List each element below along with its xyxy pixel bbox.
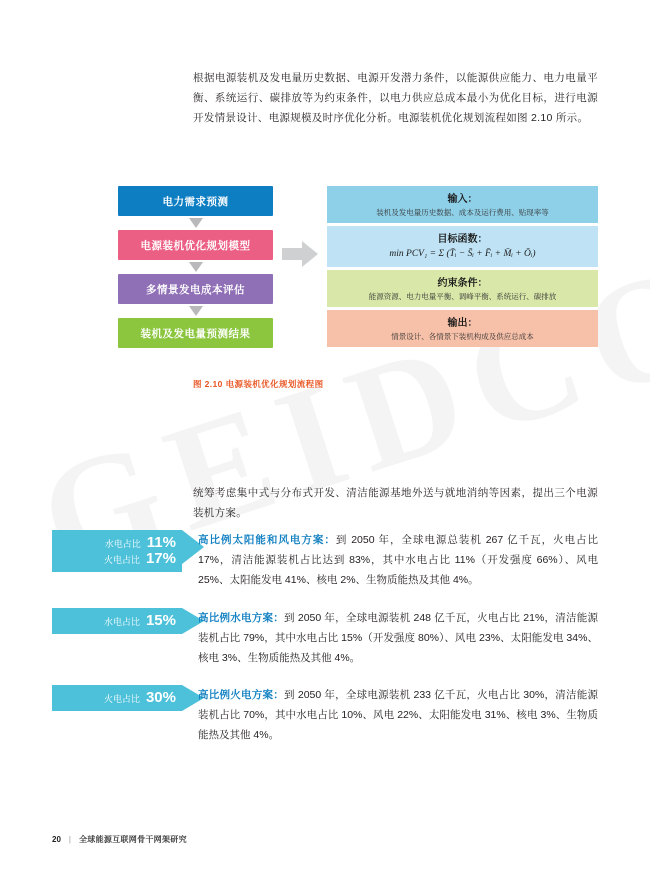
scheme-2-tag-wrap	[52, 608, 198, 634]
scheme-3-text	[198, 685, 598, 745]
footer-page-number: 20	[52, 835, 61, 844]
scheme-1-tag-value-1: 11%	[146, 534, 176, 551]
scheme-2-tag-value-1: 15%	[145, 612, 176, 629]
flow-step-demand-forecast: 电力需求预测	[118, 186, 273, 216]
flow-step-optimization-model: 电源装机优化规划模型	[118, 230, 273, 260]
scheme-1-tag-label-2: 火电占比	[103, 555, 140, 565]
scheme-1-tag	[52, 530, 182, 572]
scheme-3-title: 高比例火电方案：	[198, 689, 284, 701]
flowchart-figure	[118, 186, 598, 371]
scheme-1-title: 高比例太阳能和风电方案：	[198, 534, 336, 546]
footer-separator: |	[68, 835, 71, 844]
scheme-3-tag-wrap	[52, 685, 198, 711]
intro-paragraph: 根据电源装机及发电量历史数据、电源开发潜力条件，以能源供应能力、电力电量平衡、系统运行、碳排放等为约束条件，以电力供应总成本最小为优化目标，进行电源开发情景设计、电源规模及时序优化分析。电源装机优化规划流程如图 2.10 所示。	[193, 72, 598, 124]
flow-block-constraints	[327, 270, 598, 307]
intro-paragraph-block	[193, 68, 598, 128]
mid-paragraph: 统筹考虑集中式与分布式开发、清洁能源基地外送与就地消纳等因素，提出三个电源装机方案。	[193, 487, 598, 519]
scheme-3-tag	[52, 685, 182, 711]
scheme-1-text	[198, 530, 598, 590]
scheme-1-tag-wrap	[52, 530, 198, 572]
scheme-2-title: 高比例水电方案：	[198, 612, 284, 624]
scheme-3-tagline-1	[60, 690, 176, 706]
flow-block-objective-formula: min PCV₁ = Σ (T̄ᵢ − S̄ᵢ + F̄ᵢ + M̄ᵢ + Ōᵢ)	[389, 249, 536, 259]
flow-block-output-title: 输出：	[447, 318, 478, 329]
scheme-item-1	[52, 530, 598, 600]
flow-block-objective-title: 目标函数：	[437, 234, 488, 245]
scheme-1-tagline-1	[60, 535, 176, 551]
flowchart-left-column	[118, 186, 273, 348]
flow-block-input	[327, 186, 598, 223]
flowchart-right-column	[327, 186, 598, 350]
scheme-3-tag-value-1: 30%	[145, 689, 176, 706]
flow-arrow-down-1	[118, 216, 273, 230]
figure-caption: 图 2.10 电源装机优化规划流程图	[193, 379, 324, 389]
flow-block-input-text: 装机及发电量历史数据、成本及运行费用、贴现率等	[376, 208, 549, 217]
scheme-1-body: 到 2050 年，全球电源总装机 267 亿千瓦，火电占比 17%，清洁能源装机占比达到 83%，其中水电占比 11%（开发强度 66%）、风电 25%、太阳能发电 41%、核电 2%、生物质能热及其他 4%。	[198, 534, 599, 586]
flow-arrow-right-icon	[282, 241, 322, 267]
flow-block-output-text: 情景设计、各情景下装机构成及供应总成本	[391, 332, 534, 341]
scheme-1-tag-label-1: 水电占比	[104, 539, 141, 549]
mid-paragraph-block	[193, 483, 598, 523]
flow-block-objective	[327, 226, 598, 267]
scheme-item-2	[52, 608, 598, 670]
scheme-1-tag-value-2: 17%	[145, 550, 176, 567]
flow-block-output	[327, 310, 598, 347]
flow-step-result: 装机及发电量预测结果	[118, 318, 273, 348]
scheme-3-tag-label-1: 火电占比	[103, 694, 140, 704]
flow-block-constraints-text: 能源资源、电力电量平衡、调峰平衡、系统运行、碳排放	[368, 292, 557, 301]
flow-step-cost-evaluation: 多情景发电成本评估	[118, 274, 273, 304]
scheme-2-tag-label-1: 水电占比	[103, 617, 140, 627]
scheme-2-body: 到 2050 年，全球电源装机 248 亿千瓦，火电占比 21%，清洁能源装机占比 79%，其中水电占比 15%（开发强度 80%）、风电 23%、太阳能发电 34%、核电 3%、生物质能热及其他 4%。	[198, 612, 599, 664]
scheme-1-tagline-2	[60, 551, 176, 567]
scheme-2-tag	[52, 608, 182, 634]
scheme-2-tagline-1	[60, 613, 176, 629]
footer-title: 全球能源互联网骨干网架研究	[78, 835, 187, 844]
scheme-3-body: 到 2050 年，全球电源装机 233 亿千瓦，火电占比 30%，清洁能源装机占比 70%，其中水电占比 10%、风电 22%、太阳能发电 31%、核电 3%、生物质能热及其他 4%。	[198, 689, 599, 741]
flow-arrow-down-2	[118, 260, 273, 274]
scheme-item-3	[52, 685, 598, 747]
flow-block-constraints-title: 约束条件：	[437, 278, 488, 289]
scheme-2-text	[198, 608, 598, 668]
flow-arrow-down-3	[118, 304, 273, 318]
flow-block-input-title: 输入：	[447, 194, 478, 205]
page-footer	[52, 834, 187, 845]
